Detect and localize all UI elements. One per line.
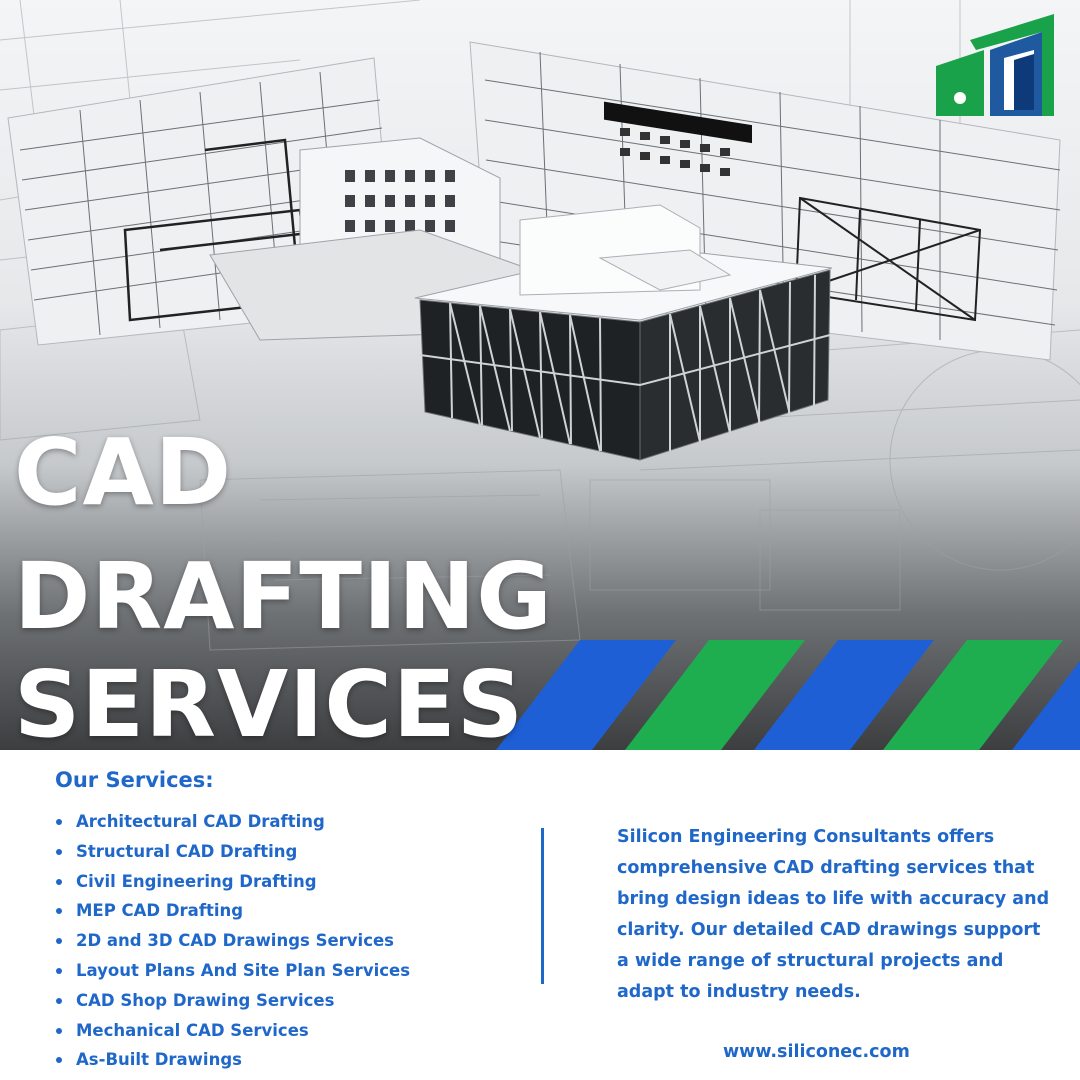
bullet-icon <box>56 968 62 974</box>
services-section <box>0 750 1080 1080</box>
service-item-label: Civil Engineering Drafting <box>76 871 317 891</box>
service-item <box>54 810 410 840</box>
service-item-label: MEP CAD Drafting <box>76 901 244 921</box>
service-item-label: CAD Shop Drawing Services <box>76 990 335 1010</box>
hero-title-line-2: DRAFTING <box>14 543 553 650</box>
service-item-label: As-Built Drawings <box>76 1050 242 1070</box>
hero-title-line-3: SERVICES <box>14 651 525 750</box>
service-item <box>54 989 410 1019</box>
bullet-icon <box>56 938 62 944</box>
service-item <box>54 1019 410 1049</box>
service-item <box>54 840 410 870</box>
services-heading: Our Services: <box>55 768 214 792</box>
bullet-icon <box>56 1028 62 1034</box>
service-item <box>54 899 410 929</box>
service-item-label: Mechanical CAD Services <box>76 1020 309 1040</box>
service-item <box>54 1048 410 1078</box>
website-link[interactable]: www.siliconec.com <box>723 1042 910 1062</box>
company-description: Silicon Engineering Consultants offers comprehensive CAD drafting services that bring design ideas to life with accuracy and clarity. Our detailed CAD drawings support a wide range of structural projects and adapt to industry needs. <box>617 827 1050 1002</box>
service-item <box>54 959 410 989</box>
service-item-label: Architectural CAD Drafting <box>76 812 325 831</box>
bullet-icon <box>56 819 62 825</box>
bullet-icon <box>56 998 62 1004</box>
hero-title-line-1: CAD <box>14 419 233 526</box>
company-logo-icon <box>934 10 1062 118</box>
services-list <box>54 810 410 1078</box>
bullet-icon <box>56 849 62 855</box>
vertical-divider <box>541 828 544 984</box>
bullet-icon <box>56 879 62 885</box>
service-item <box>54 870 410 900</box>
service-item-label: 2D and 3D CAD Drawings Services <box>76 931 395 951</box>
bullet-icon <box>56 908 62 914</box>
bullet-icon <box>56 1057 62 1063</box>
decorative-stripes <box>496 640 1080 750</box>
service-item <box>54 929 410 959</box>
service-item-label: Structural CAD Drafting <box>76 841 298 861</box>
service-item-label: Layout Plans And Site Plan Services <box>76 960 411 980</box>
